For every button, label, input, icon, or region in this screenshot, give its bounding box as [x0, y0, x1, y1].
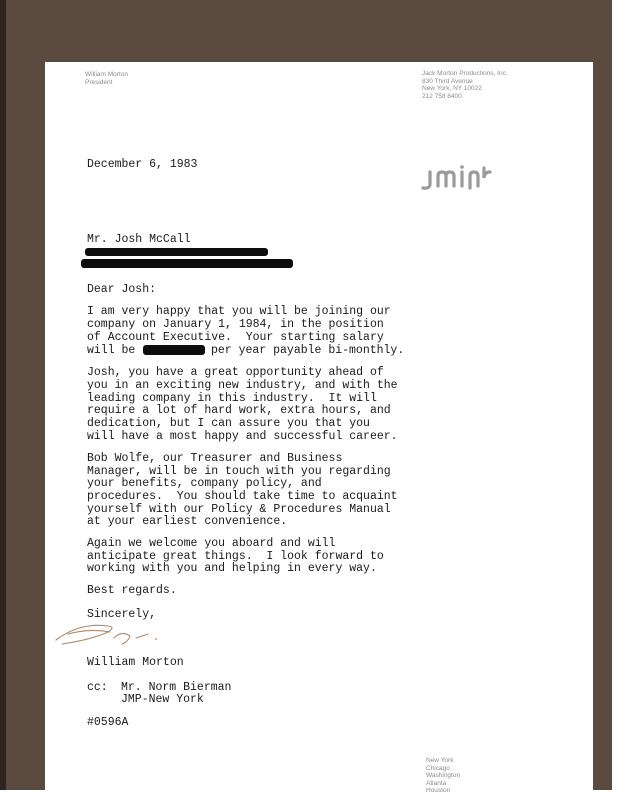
letter-date: December 6, 1983 [87, 158, 198, 171]
paragraph-4-line: Again we welcome you aboard and will [87, 537, 336, 550]
paragraph-3-line: yourself with our Policy & Procedures Manual [87, 503, 391, 516]
city-name: Atlanta [426, 779, 447, 787]
closing: Sincerely, [87, 608, 157, 621]
sender-title: President [85, 79, 113, 86]
paragraph-3-line: procedures. You should take time to acquaint [87, 490, 398, 503]
paragraph-2-line: will have a most happy and successful career. [87, 430, 398, 443]
cc-label: cc: [87, 681, 108, 694]
cc-office: JMP-New York [121, 693, 204, 706]
signer-name: William Morton [87, 656, 184, 669]
signature-icon [50, 608, 170, 658]
paragraph-3-line: your benefits, company policy, and [87, 477, 322, 490]
best-regards: Best regards. [87, 584, 177, 597]
city-name: New York [426, 757, 454, 764]
paragraph-1-line: I am very happy that you will be joining our [87, 305, 391, 318]
sender-name: William Morton [85, 71, 128, 78]
frame-shadow-edge [0, 0, 6, 790]
cc-name: Mr. Norm Bierman [121, 681, 232, 694]
reference-number: #0596A [87, 716, 129, 729]
paragraph-3-line: at your earliest convenience. [87, 515, 288, 528]
paragraph-1-line: of Account Executive. Your starting salary [87, 331, 384, 344]
paragraph-1-line: company on January 1, 1984, in the position [87, 318, 384, 331]
paragraph-2-line: Josh, you have a great opportunity ahead of [87, 366, 384, 379]
paragraph-2-line: leading company in this industry. It will [87, 392, 377, 405]
redacted-salary [143, 345, 205, 355]
redacted-address-line-1 [85, 248, 268, 256]
paragraph-3-line: Bob Wolfe, our Treasurer and Business [87, 452, 343, 465]
company-name: Jack Morton Productions, Inc. [422, 70, 508, 77]
paragraph-2-line: you in an exciting new industry, and with the [87, 379, 398, 392]
paragraph-3-line: Manager, will be in touch with you regarding [87, 465, 391, 478]
city-name: Houston [426, 787, 451, 794]
redacted-address-line-2 [81, 259, 293, 268]
paragraph-2-line: dedication, but I can assure you that you [87, 417, 370, 430]
office-cities [426, 757, 460, 795]
letterhead-address [422, 70, 508, 100]
salary-line-suffix: per year payable bi-monthly. [211, 344, 405, 357]
company-city: New York, NY 10022 [422, 85, 482, 92]
paragraph-4-line: anticipate great things. I look forward to [87, 550, 384, 563]
greeting: Dear Josh: [87, 283, 157, 296]
paragraph-2-line: require a lot of hard work, extra hours, and [87, 404, 391, 417]
salary-line-prefix: will be [87, 344, 136, 357]
jmp-logo-icon [420, 164, 494, 190]
recipient-name: Mr. Josh McCall [87, 233, 191, 246]
city-name: Washington [426, 772, 461, 779]
paragraph-4-line: working with you and helping in every way. [87, 562, 377, 575]
company-phone: 212 758 8400 [422, 92, 462, 100]
letterhead-sender [85, 71, 128, 87]
city-name: Chicago [426, 764, 450, 772]
company-street: 830 Third Avenue [422, 77, 473, 85]
